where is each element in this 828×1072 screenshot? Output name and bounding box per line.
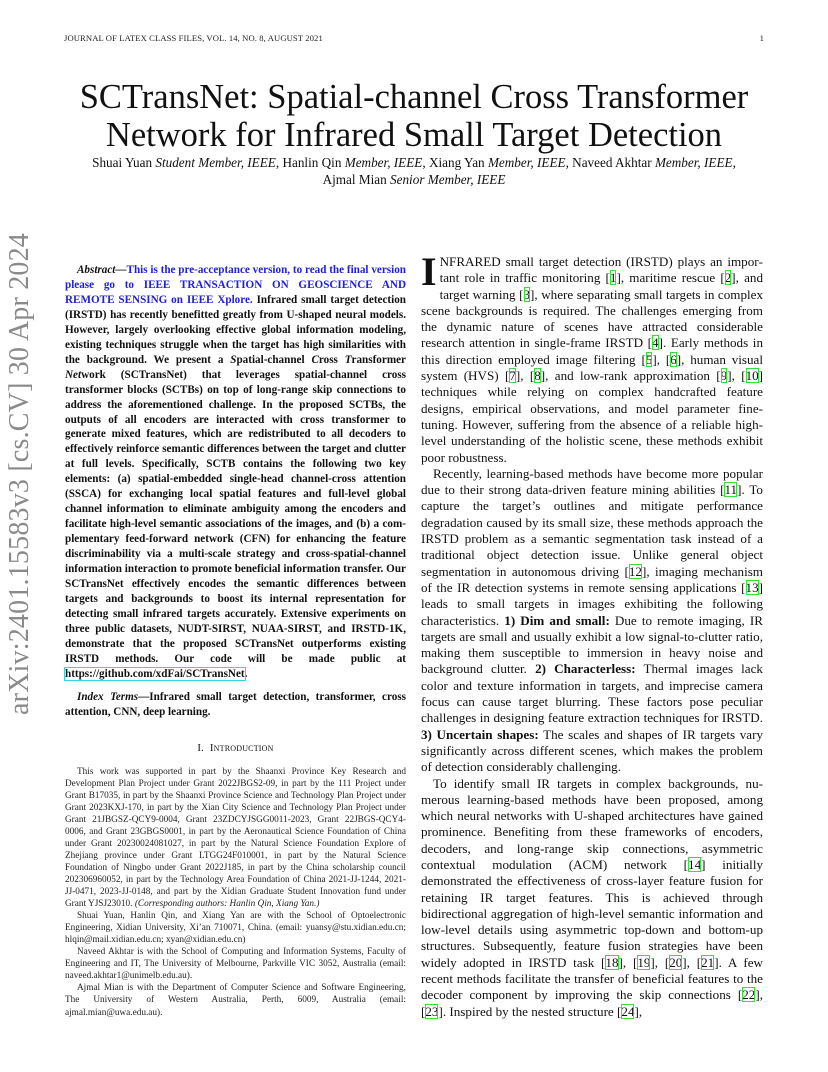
running-head [64, 33, 764, 43]
citation-link[interactable]: 5 [645, 351, 653, 367]
body-text: , [686, 954, 697, 970]
index-terms [65, 690, 406, 720]
citation-link[interactable]: 19 [637, 954, 651, 970]
body-text: , [759, 987, 763, 1003]
footnote-text: This work was supported in part by the Shaanxi Province Key Research and Development Plan Project under Grant 2022JBGS2-09, in part by the 111 Project under Grant B17035, in part by the Shaanxi Province Science and Technology Plan Project under Grant 2023KXJ-170, in part by the Xian City Science and Technology Plan Project under Grant 21JBGSZ-QCY9-0004, Grant 23ZDCYJSGG0011-2023, Grant 22JBGS-QCY4-0006, and Grant 23GBGS0001, in part by the Aeronautical Science Foundation of China under Grant 20230024081027, in part by the Natural Science Foundation Explore of Zhejiang province under Grant LTGG24F010001, in part by the Natural Science Foundation of Ningbo under Grant 2022J185, in part by the China scholarship council 202306960052, in part by the Technology Area Foundation of China 2021-JJ-1244, 2021-JJ-0471, 2023-JJ-0148, and part by the Xidian Graduate Student Innovation fund under Grant YJSJ23010. [65, 766, 406, 910]
left-column [65, 263, 406, 1019]
affiliation-footnote: Naveed Akhtar is with the School of Computing and Information Systems, Faculty of Engineering and IT, The University of Melbourne, Parkville VIC 3052, Australia (email: naveed.akhtar1@unimelb.edu.au). [65, 947, 406, 982]
abstract-text: Infrared small target detection (IRSTD) has recently benefitted greatly from U-shaped neural models. However, largely overlooking effective global information modeling, existing techniques struggle when the target has high similarities with the background. We present a [65, 293, 406, 366]
acronym-letter: T [344, 353, 352, 366]
citation-link[interactable]: 2 [724, 270, 732, 286]
intro-paragraph-3: To identify small IR targets in complex backgrounds, numerous learning-based methods have been proposed, among which neural networks with U-shaped architectures have gained prominence. Benefiting from these frameworks of encoders, decoders, and long-range skip connections, asymmetric contextual modulation (ACM) network [14] initially demonstrated the effectiveness of cross-layer feature fusion for retaining IR target features. This is achieved through bidirectional aggregation of high-level semantic information and low-level details using asymmetric top-down and bottom-up structures. Subsequently, feature fusion strategies have been widely adopted in IRSTD task [18], [19], [20], [21]. A few recent methods facilitate the transfer of beneficial features to the decoder component by improving the skip connections [22], [23]. Inspired by the nested structure [24], [421, 775, 764, 1019]
body-text: , maritime rescue [620, 270, 721, 286]
author-name: Xiang Yan [428, 155, 485, 170]
body-text: initially demonstrated the effectiveness of cross-layer feature fusion for retaining IR target features. This is achieved through bidirectional aggregation of high-level semantic information and low-level details using asymmetric top-down and bottom-up structures. Subsequently, feature fusion strategies have been widely adopted in IRSTD task [421, 856, 764, 970]
body-text: Thermal images lack color and texture information in targets, and imprecise camera focus can cause target blurring. These factors pose peculiar challenges in designing feature extraction techniques for IRSTD. [421, 661, 763, 726]
citation-link[interactable]: 13 [745, 579, 759, 595]
pre-acceptance-notice[interactable]: This is the pre-acceptance version, to read the final version please go to IEEE TRANSACTION ON GEOSCIENCE AND REMOTE SENSING on IEEE Xplore. [65, 264, 406, 306]
body-text: . Inspired by the nested structure [442, 1003, 618, 1019]
section-number: I. [197, 741, 205, 754]
abstract-text: ransformer [351, 353, 406, 366]
body-text: , where separating small targets in complex scene backgrounds is required. The challenges emerging from the dynamic nature of scenes have attracted considerable research attention in single-frame IRSTD [421, 286, 763, 351]
author-name: Ajmal Mian [322, 171, 387, 187]
arxiv-stamp: arXiv:2401.15583v3 [cs.CV] 30 Apr 2024 [4, 232, 35, 715]
citation-link[interactable]: 11 [724, 482, 738, 498]
title-line-1: SCTransNet: Spatial-channel Cross Transformer [79, 78, 749, 116]
page-number: 1 [759, 33, 764, 43]
funding-footnote [65, 766, 406, 911]
body-text: To identify small IR targets in complex backgrounds, numerous learning-based methods have been proposed, among which neural networks with U-shaped architectures have gained prominence. Benefiting from these frameworks of encoders, decoders, and long-range skip connections, asymmetric contextual modulation (ACM) network [421, 775, 763, 872]
author-name: Hanlin Qin [282, 155, 342, 170]
citation-link[interactable]: 8 [534, 368, 541, 384]
body-text: . To capture the target’s outlines and mitigate performance degradation caused by its small size, these methods approach the IRSTD problem as a semantic segmentation task instead of a traditional object detection issue. Unlike general object segmentation in autonomous driving [421, 482, 763, 579]
acronym-letter: S [230, 353, 237, 366]
right-column [421, 249, 764, 1020]
citation-link[interactable]: 21 [701, 954, 715, 970]
drop-cap: I [421, 249, 437, 294]
body-text: . Early methods in this direction employed image filtering [421, 335, 763, 367]
index-terms-text: Infrared small target detection, transformer, cross attention, CNN, deep learning. [65, 690, 406, 718]
body-text: techniques while relying on complex handcrafted feature designs, empirical observations, and model parameter fine-tuning. However, suffering from the absence of a reliable high-level understanding of the holistic scene, these methods exhibit poor robustness. [421, 384, 763, 465]
abstract-text: work (SCTransNet) that leverages spatial-channel cross transformer blocks (SCTBs) on top of long-range skip connections to address the aforementioned challenge. In the proposed SCTBs, the outputs of all encoders are interacted with cross transformer to generate mixed features, which are redistributed to all decoders to effectively reinforce semantic differences between the target and clutter at full levels. Specifically, SCTB contains the following two key elements: (a) spatial-embedded single-head channel-cross attention (SSCA) for exchanging local spatial features and full-level global channel information to eliminate ambiguity among the encoders and facilitate high-level semantic associations of the images, and (b) a complementary feed-forward network (CFN) for enhancing the feature discriminability via a multi-scale strategy and cross-spatial-channel information interaction to promote beneficial information transfer. Our SCTransNet effectively encodes the semantic differences between targets and backgrounds to boost its internal representation for detecting small infrared targets accurately. Extensive experiments on three public datasets, NUDT-SIRST, NUAA-SIRST, and IRSTD-1K, demonstrate that the proposed SCTransNet outperforms existing IRSTD methods. Our code will be made public at [65, 368, 406, 665]
section-title: Introduction [209, 741, 274, 754]
journal-name: JOURNAL OF LATEX CLASS FILES, VOL. 14, NO. 8, AUGUST 2021 [64, 33, 323, 43]
citation-link[interactable]: 3 [523, 286, 531, 302]
body-text: , [638, 1003, 643, 1019]
citation-link[interactable]: 9 [720, 368, 728, 384]
body-text: Due to remote imaging, IR targets are small and usually exhibit a low signal-to-clutter ratio, making them susceptible to immersion in heavy noise and background clutter. [421, 612, 763, 677]
citation-link[interactable]: 1 [609, 270, 617, 286]
abstract-end: . [244, 667, 248, 680]
citation-link[interactable]: 12 [628, 563, 642, 579]
intro-paragraph-1: INFRARED small target detection (IRSTD) plays an important role in traffic monitoring [1], maritime rescue [2], and target warning [3], where separating small targets in complex scene backgrounds is required. The challenges emerging from the dynamic nature of scenes have attracted considerable research attention in single-frame IRSTD [4]. Early methods in this direction employed image filtering [5], [6], human visual system (HVS) [7], [8], and low-rank approximation [9], [10] techniques while relying on complex handcrafted feature designs, empirical observations, and model parameter fine-tuning. However, suffering from the absence of a reliable high-level understanding of the holistic scene, these methods exhibit poor robustness. [421, 249, 764, 465]
affiliation-footnote: Shuai Yuan, Hanlin Qin, and Xiang Yan are with the School of Optoelectronic Engineering, Xidian University, Xi’an 710071, China. (email: yuansy@stu.xidian.edu.cn; hlqin@mail.xidian.edu.cn; xyan@xidian.edu.cn) [65, 911, 406, 946]
author-role: Senior Member, IEEE [390, 171, 506, 187]
body-text: Recently, learning-based methods have become more popular due to their strong data-driven feature mining abilities [421, 465, 763, 498]
citation-link[interactable]: 23 [425, 1003, 439, 1019]
citation-link[interactable]: 24 [621, 1003, 635, 1019]
citation-link[interactable]: 6 [670, 351, 677, 367]
characteristic-label: 3) Uncertain shapes: [421, 726, 539, 742]
body-text: , [520, 368, 530, 384]
citation-link[interactable]: 20 [669, 954, 683, 970]
body-text: , [731, 368, 742, 384]
intro-paragraph-2: Recently, learning-based methods have become more popular due to their strong data-driven feature mining abilities [11]. To capture the target’s outlines and mitigate performance degradation caused by its small size, these methods approach the IRSTD problem as a semantic segmentation task instead of a traditional object detection issue. Unlike general object segmentation in autonomous driving [12], imaging mechanism of the IR detection systems in remote sensing applications [13] leads to small targets in images exhibiting the following characteristics. 1) Dim and small: Due to remote imaging, IR targets are small and usually exhibit a low signal-to-clutter ratio, making them susceptible to immersion in heavy noise and background clutter. 2) Characterless: Thermal images lack color and texture information in targets, and imprecise camera focus can cause target blurring. These factors pose peculiar challenges in designing feature extraction techniques for IRSTD. 3) Uncertain shapes: The scales and shapes of IR targets vary significantly across different scenes, which makes the problem of detection considerably challenging. [421, 465, 763, 775]
abstract [65, 263, 406, 682]
paper-title [40, 78, 788, 154]
code-link[interactable]: https://github.com/xdFai/SCTransNet [65, 667, 245, 680]
body-text: The scales and shapes of IR targets vary significantly across different scenes, which makes the problem of detection considerably challenging. [421, 726, 763, 775]
body-text: , imaging mechanism of the IR detection systems in remote sensing applications [421, 563, 763, 595]
citation-link[interactable]: 22 [742, 987, 756, 1003]
acronym-letter: C [311, 353, 319, 366]
body-text: leads to small targets in images exhibiting the following characteristics. [421, 596, 763, 628]
title-line-2: Network for Infrared Small Target Detection [105, 116, 723, 154]
author-name: Shuai Yuan [92, 155, 153, 170]
author-role: Student Member, IEEE [155, 155, 276, 170]
citation-link[interactable]: 14 [688, 856, 702, 872]
author-role: Member, IEEE [487, 155, 566, 170]
index-terms-dash: — [138, 690, 150, 703]
body-text: , and low-rank approximation [545, 368, 717, 384]
citation-link[interactable]: 4 [652, 335, 659, 351]
author-role: Member, IEEE [654, 155, 733, 170]
body-text: , [654, 954, 665, 970]
author-role: Member, IEEE [344, 155, 423, 170]
abstract-dash: — [115, 264, 127, 276]
body-text: . A few recent methods facilitate the transfer of beneficial features to the decoder component by improving the skip connections [421, 954, 764, 1003]
characteristic-label: 1) Dim and small: [504, 612, 610, 628]
body-text: , [656, 351, 666, 367]
author-list: Shuai Yuan Student Member, IEEE, Hanlin Qin Member, IEEE, Xiang Yan Member, IEEE, Naveed Akhtar Member, IEEE, Ajmal Mian Senior Member, IEEE [92, 155, 736, 187]
characteristic-label: 2) Characterless: [535, 661, 636, 677]
body-text: , [622, 954, 633, 970]
corresponding-authors: (Corresponding authors: Hanlin Qin, Xiang Yan.) [134, 899, 320, 910]
acronym-letter: Net [65, 368, 82, 381]
index-terms-label: Index Terms [77, 690, 139, 703]
body-text: , human visual system (HVS) [421, 351, 763, 384]
affiliation-footnote: Ajmal Mian is with the Department of Computer Science and Software Engineering, The University of Western Australia, Perth, 6009, Australia (email: ajmal.mian@uwa.edu.au). [65, 983, 406, 1018]
abstract-text: ross [318, 353, 345, 366]
abstract-label: Abstract [77, 264, 116, 276]
abstract-text: patial-channel [236, 353, 312, 366]
citation-link[interactable]: 18 [605, 954, 619, 970]
body-text: , and target warning [439, 270, 763, 302]
author-name: Naveed Akhtar [572, 155, 652, 170]
citation-link[interactable]: 7 [509, 368, 516, 384]
body-text: NFRARED small target detection (IRSTD) plays an important role in traffic monitoring [439, 254, 763, 286]
citation-link[interactable]: 10 [745, 368, 759, 384]
section-heading [65, 742, 406, 754]
